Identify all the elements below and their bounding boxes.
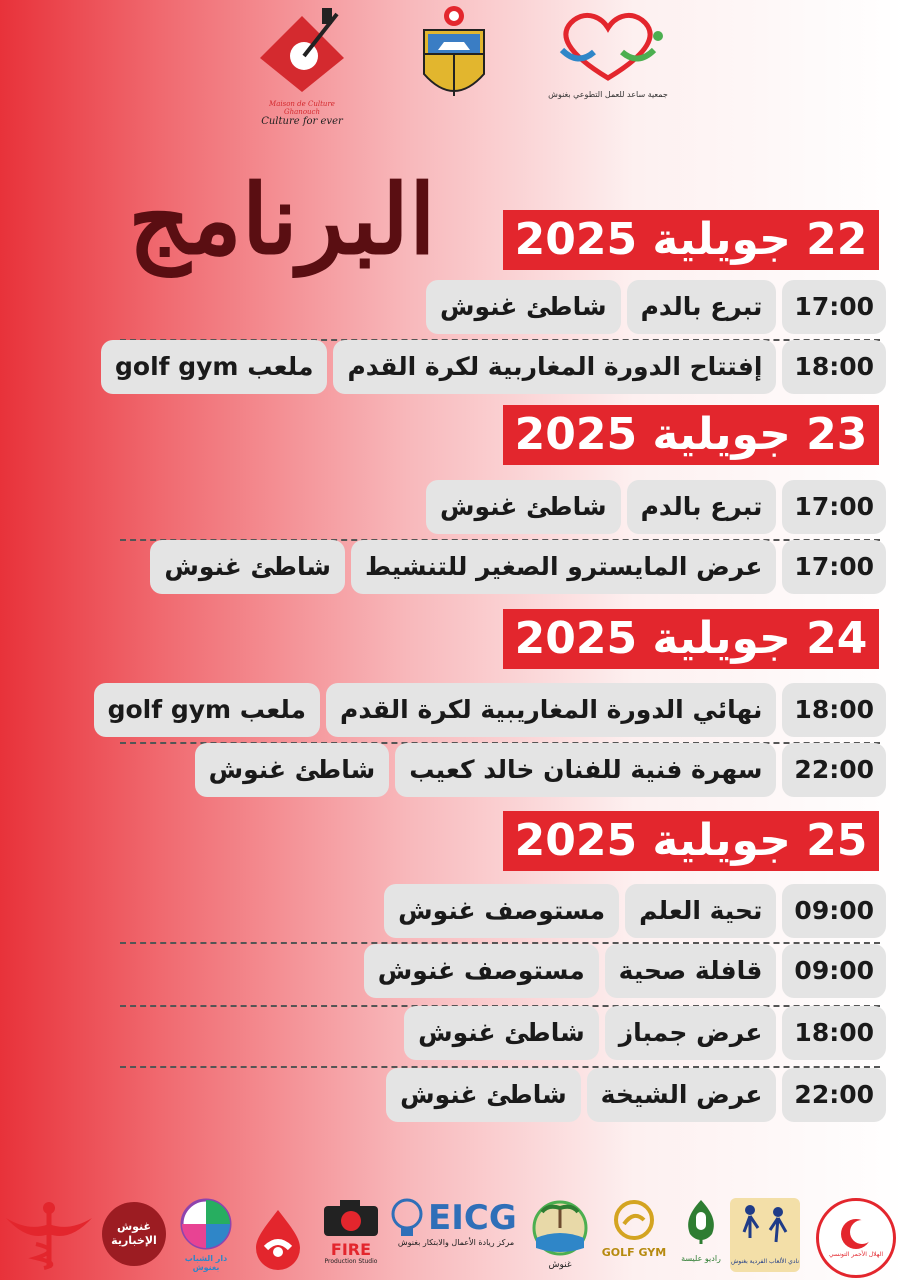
youth-house-icon xyxy=(176,1198,236,1250)
fire-production-logo xyxy=(320,1198,382,1272)
club-label: نادي الألعاب الفردية بغنوش xyxy=(730,1258,800,1265)
heart-hands-icon xyxy=(548,6,668,86)
event-time: 22:00 xyxy=(782,1068,886,1122)
golf-gym-logo xyxy=(600,1198,668,1272)
event-place: شاطئ غنوش xyxy=(386,1068,581,1122)
medical-caduceus-logo xyxy=(4,1198,94,1272)
event-time: 17:00 xyxy=(782,280,886,334)
event-place: شاطئ غنوش xyxy=(195,743,390,797)
association-name: جمعية ساعد للعمل التطوعي بغنوش xyxy=(548,90,668,99)
event-activity: قافلة صحية xyxy=(605,944,777,998)
schedule-row xyxy=(101,338,886,396)
event-place: شاطئ غنوش xyxy=(404,1006,599,1060)
event-time: 09:00 xyxy=(782,944,886,998)
event-time: 09:00 xyxy=(782,884,886,938)
blood-drop-hands-icon xyxy=(240,1198,316,1272)
schedule-row xyxy=(94,681,886,739)
schedule-row xyxy=(426,478,886,536)
ghanouch-news-label: غنوش الإخبارية xyxy=(111,1220,157,1247)
coat-of-arms-icon xyxy=(418,4,490,108)
event-time: 17:00 xyxy=(782,540,886,594)
schedule-row xyxy=(386,1066,886,1124)
camera-icon xyxy=(320,1198,382,1238)
event-activity: تحية العلم xyxy=(625,884,776,938)
event-activity: نهائي الدورة المغاريبية لكرة القدم xyxy=(326,683,776,737)
event-activity: سهرة فنية للفنان خالد كعيب xyxy=(395,743,776,797)
sponsors-strip xyxy=(0,1190,906,1280)
event-time: 18:00 xyxy=(782,683,886,737)
event-time: 17:00 xyxy=(782,480,886,534)
golf-gym-icon xyxy=(600,1198,668,1242)
schedule-row xyxy=(404,1004,886,1062)
ghanouch-label: غنوش xyxy=(548,1260,572,1270)
event-place: ملعب golf gym xyxy=(101,340,327,394)
radio-label: راديو عليسة xyxy=(681,1254,721,1263)
event-activity: عرض المايسترو الصغير للتنشيط xyxy=(351,540,776,594)
radio-alyssa-logo xyxy=(676,1198,726,1272)
ghanouch-news-logo xyxy=(102,1198,168,1272)
lightbulb-icon xyxy=(390,1198,424,1238)
eicg-logo xyxy=(390,1198,522,1272)
culture-house-tagline: Maison de Culture Ghanouch Culture for ever xyxy=(261,100,343,127)
caduceus-icon xyxy=(4,1198,94,1272)
association-logo xyxy=(548,6,668,112)
blood-donation-logo xyxy=(240,1198,316,1272)
microphone-icon xyxy=(676,1198,726,1250)
event-place: شاطئ غنوش xyxy=(150,540,345,594)
crescent-icon xyxy=(839,1217,873,1251)
golf-gym-label: GOLF GYM xyxy=(601,1246,667,1259)
youth-house-label: دار الشباب بغنوش xyxy=(184,1254,228,1272)
individual-games-club-logo xyxy=(730,1198,804,1272)
event-activity: عرض الشيخة xyxy=(587,1068,777,1122)
event-place: ملعب golf gym xyxy=(94,683,320,737)
event-activity: عرض جمباز xyxy=(605,1006,777,1060)
culture-house-logo xyxy=(252,6,352,127)
event-time: 22:00 xyxy=(782,743,886,797)
red-crescent-label: الهلال الأحمر التونسي xyxy=(828,1251,884,1258)
red-crescent-logo xyxy=(816,1198,896,1272)
program-title: البرنامج xyxy=(128,163,436,276)
event-place: شاطئ غنوش xyxy=(426,280,621,334)
event-time: 18:00 xyxy=(782,1006,886,1060)
youth-house-logo xyxy=(176,1198,236,1272)
event-place: مستوصف غنوش xyxy=(384,884,619,938)
event-activity: إفتتاح الدورة المغاربية لكرة القدم xyxy=(333,340,776,394)
event-time: 18:00 xyxy=(782,340,886,394)
event-place: مستوصف غنوش xyxy=(364,944,599,998)
schedule-row xyxy=(150,538,886,596)
fire-subtitle: Production Studio xyxy=(324,1258,378,1265)
day-date-banner: 24 جويلية 2025 xyxy=(503,609,879,669)
culture-house-emblem-icon xyxy=(252,6,352,96)
day-date-banner: 23 جويلية 2025 xyxy=(503,405,879,465)
event-activity: تبرع بالدم xyxy=(627,280,777,334)
schedule-row xyxy=(384,882,886,940)
schedule-row xyxy=(364,942,886,1000)
day-date-banner: 25 جويلية 2025 xyxy=(503,811,879,871)
event-activity: تبرع بالدم xyxy=(627,480,777,534)
eicg-label: EICG xyxy=(428,1198,517,1238)
tunisia-coat-of-arms-logo xyxy=(418,4,490,108)
event-place: شاطئ غنوش xyxy=(426,480,621,534)
day-date-banner: 22 جويلية 2025 xyxy=(503,210,879,270)
fire-label: FIRE xyxy=(330,1240,372,1259)
ghanouch-town-logo xyxy=(528,1198,592,1272)
schedule-row xyxy=(195,741,886,799)
athletes-icon xyxy=(730,1198,800,1254)
eicg-subtitle: مركز ريادة الأعمال والابتكار بغنوش xyxy=(397,1238,515,1247)
palm-sea-icon xyxy=(528,1198,592,1256)
schedule-row xyxy=(426,278,886,336)
